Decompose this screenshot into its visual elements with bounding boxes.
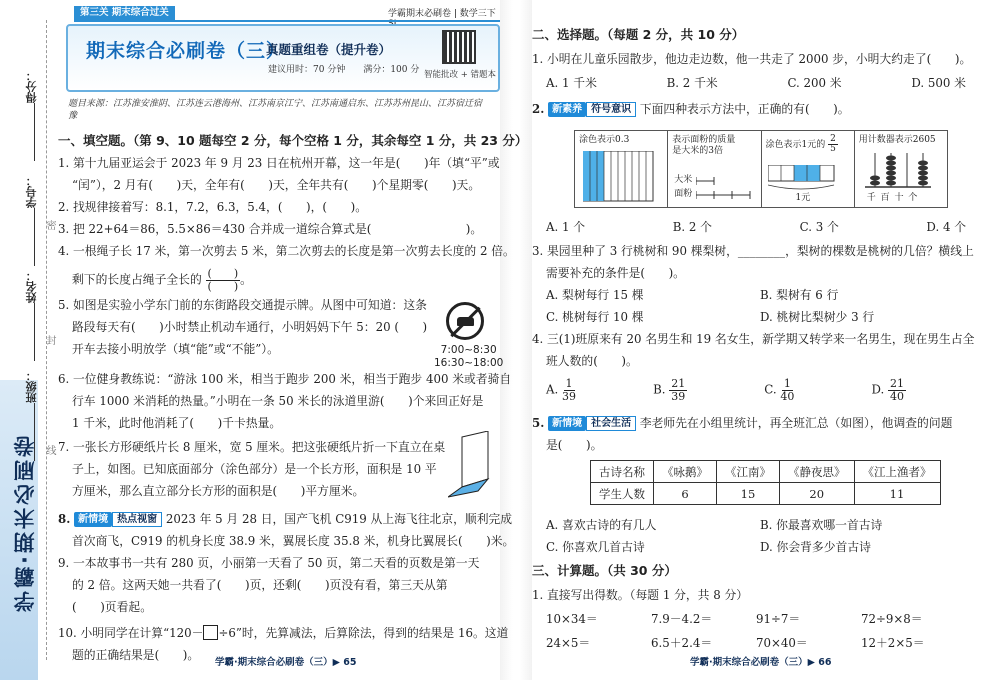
rq1-opt-b[interactable]: B. 2 千米 <box>666 76 718 90</box>
diagram-c <box>762 131 855 207</box>
q10-text-pre: 10. 小明同学在计算“120－ <box>58 626 204 640</box>
rq2-badge-new: 新素养 <box>548 102 586 117</box>
calc-instruction: 1. 直接写出得数。（每题 1 分，共 8 分） <box>532 588 749 602</box>
folded-card-figure <box>448 431 498 501</box>
rq2-opt-c[interactable]: C. 3 个 <box>799 220 839 234</box>
q4-blank-fraction[interactable]: $\frac{( )}{( )}$ <box>207 267 239 293</box>
calc-row-1 <box>546 610 966 628</box>
left-footer: 学霸·期末综合必刷卷（三）▶ 65 <box>215 657 357 668</box>
table-header-row <box>591 461 941 483</box>
rq2-options <box>546 218 966 236</box>
cut-word-feng: 封 <box>44 335 55 345</box>
section-calc-title: 三、计算题。（共 30 分） <box>532 563 677 578</box>
section-choice-title: 二、选择题。（每题 2 分，共 10 分） <box>532 27 745 42</box>
table-cell: 古诗名称 <box>591 461 654 483</box>
rq5-opt-b[interactable]: B. 你最喜欢哪一首古诗 <box>760 518 883 532</box>
cut-word-xian: 线 <box>44 445 55 455</box>
diagram-b-bars <box>696 175 756 207</box>
rq4-opt-b[interactable]: B. $\frac{21}{39}$ <box>653 377 686 403</box>
sign-time-morning: 7:00~8:30 <box>440 344 497 356</box>
q4-line2: 剩下的长度占绳子全长的 $\frac{( )}{( )}$ 。 <box>72 267 252 293</box>
rq3-opt-b[interactable]: B. 梨树有 6 行 <box>760 288 839 302</box>
diagram-c-unit: 1元 <box>795 193 811 203</box>
calc-item[interactable]: 72÷9×8＝ <box>861 612 923 626</box>
right-footer: 学霸·期末综合必刷卷（三）▶ 66 <box>690 657 832 668</box>
q7-line1: 7. 一张长方形硬纸片长 8 厘米，宽 5 厘米。把这张硬纸片折一下直立在桌 <box>58 440 446 454</box>
table-cell: 《江南》 <box>717 461 780 483</box>
rq3-opt-a[interactable]: A. 梨树每行 15 棵 <box>546 288 644 302</box>
rq5-opt-c[interactable]: C. 你喜欢几首古诗 <box>546 540 645 554</box>
q7-line2: 子上，如图。已知底面部分（涂色部分）是一个长方形，面积是 10 平 <box>72 462 437 476</box>
rq2-opt-a[interactable]: A. 1 个 <box>546 220 586 234</box>
q5-line2: 路段每天有( )小时禁止机动车通行，小明妈妈下午 5：20 ( ) <box>72 320 428 334</box>
q9-line2: 的 2 倍。这两天她一共看了( )页，还剩( )页没有看，第三天从第 <box>72 578 448 592</box>
rq5-badge-new: 新情境 <box>548 416 586 431</box>
rq5-badge-topic: 社会生活 <box>586 416 636 431</box>
binding-strip <box>0 0 58 680</box>
rq2-line: 2. 新素养 符号意识 下面四种表示方法中，正确的有( )。 <box>532 102 850 116</box>
rq2-text: 下面四种表示方法中，正确的有( )。 <box>639 102 850 116</box>
rq5-opt-d[interactable]: D. 你会背多少首古诗 <box>760 540 871 554</box>
rq2-opt-b[interactable]: B. 2 个 <box>672 220 712 234</box>
diagram-b-flour: 面粉 <box>674 189 693 199</box>
class-field: 班级： <box>25 370 38 403</box>
q8-badge-new: 新情境 <box>74 512 112 527</box>
table-cell: 20 <box>780 483 855 505</box>
calc-item[interactable]: 6.5＋2.4＝ <box>651 636 713 650</box>
rq1-options <box>546 74 966 92</box>
paper-title: 期末综合必刷卷（三） <box>86 40 287 62</box>
q10-text-post: ÷6”时，先算减法，后算除法，得到的结果是 16。这道 <box>218 626 509 640</box>
right-page <box>532 22 975 672</box>
q7-line3: 方厘米，那么直立部分长方形的面积是( )平方厘米。 <box>72 484 365 498</box>
rq2-opt-d[interactable]: D. 4 个 <box>926 220 966 234</box>
brand-logo: 学霸·期末必刷卷 <box>13 433 37 613</box>
diagram-d-label: 用计数器表示2605 <box>858 135 936 145</box>
diagram-c-text <box>766 135 850 154</box>
table-cell: 《咏鹅》 <box>654 461 717 483</box>
q6-line3: 1 千米，此时他消耗了( )千卡热量。 <box>72 416 282 430</box>
sign-time-afternoon: 16:30~18:00 <box>434 357 504 369</box>
q9-line3: ( )页看起。 <box>72 600 152 614</box>
rq5-line2: 是( )。 <box>546 438 603 452</box>
representation-diagrams <box>574 130 948 208</box>
rq3-opt-c[interactable]: C. 桃树每行 10 棵 <box>546 310 644 324</box>
table-row <box>591 483 941 505</box>
calc-item[interactable]: 91÷7＝ <box>756 612 801 626</box>
diagram-b-rice: 大米 <box>674 175 693 185</box>
diagram-b-label1: 表示面粉的质量 <box>672 135 736 145</box>
rq2-badge-topic: 符号意识 <box>586 102 636 117</box>
header-rule <box>74 20 500 22</box>
header-right: 学霸期末必刷卷 | 数学三下 <box>388 9 496 19</box>
table-cell: 《静夜思》 <box>780 461 855 483</box>
rq4-line1: 4. 三(1)班原来有 20 名男生和 19 名女生，新学期又转学来一名男生，现在男生占全 <box>532 332 975 346</box>
rq5-text: 李老师先在小组里统计，再全班汇总（如图），他调查的问题 <box>639 416 953 430</box>
rq5-opt-a[interactable]: A. 喜欢古诗的有几人 <box>546 518 657 532</box>
score-field: 得分： <box>25 70 38 103</box>
diagram-c-fraction: $\frac{2}{5}$ <box>830 134 836 154</box>
table-cell: 《江上渔者》 <box>854 461 940 483</box>
source-note: 题目来源：江苏淮安淮阴、江苏连云港海州、江苏南京江宁、江苏南通启东、江苏苏州昆山、江苏宿迁宿豫 <box>68 99 483 121</box>
sign-times <box>434 344 503 370</box>
q8-line1: 8. 新情境 热点视窗 2023 年 5 月 28 日，国产飞机 C919 从上海飞往北京，顺利完成 <box>58 512 513 526</box>
q9-line1: 9. 一本故事书一共有 280 页，小丽第一天看了 50 页，第二天看的页数是第一天 <box>58 556 480 570</box>
diagram-a-label: 涂色表示0.3 <box>579 135 630 145</box>
rq4-line2: 班人数的( )。 <box>546 354 638 368</box>
calc-item[interactable]: 10×34＝ <box>546 612 598 626</box>
rq1-opt-a[interactable]: A. 1 千米 <box>546 76 597 90</box>
rq3-line2: 需要补充的条件是( )。 <box>546 266 685 280</box>
paper-subtitle: 真题重组卷（提升卷） <box>266 42 392 57</box>
diagram-b <box>668 131 761 207</box>
diagram-c-label: 涂色表示1元的 <box>765 140 826 150</box>
paper-meta: 建议用时：70 分钟 满分：100 分 <box>268 65 420 75</box>
q8-text1: 2023 年 5 月 28 日，国产飞机 C919 从上海飞往北京，顺利完成 <box>165 512 513 526</box>
section-fill-title: 一、填空题。（第 9、10 题每空 2 分，每个空格 1 分，其余每空 1 分，共 23 分） <box>58 133 528 148</box>
rq3-line1: 3. 果园里种了 3 行桃树和 90 棵梨树，________，梨树的棵数是桃树的几倍？横线上 <box>532 244 974 258</box>
rq5-line1: 5. 新情境 社会生活 李老师先在小组里统计，再全班汇总（如图），他调查的问题 <box>532 416 953 430</box>
title-box <box>66 24 500 92</box>
rq4-opt-a[interactable]: A. $\frac{1}{39}$ <box>546 377 577 403</box>
table-cell: 6 <box>654 483 717 505</box>
q2: 2. 找规律接着写：8.1，7.2，6.3，5.4，( )，( )。 <box>58 200 368 214</box>
q8-line2: 首次商飞，C919 的机身长度 38.9 米，翼展长度 35.8 米，机身比翼展长( )米。 <box>72 534 515 548</box>
cut-word-mi: 密 <box>44 220 55 230</box>
diagram-a <box>575 131 668 207</box>
q5-line1: 5. 如图是实验小学东门前的东街路段交通提示牌。从图中可知道：这条 <box>58 298 427 312</box>
qr-code-icon[interactable] <box>442 30 476 64</box>
q1-line2: “闰”），2 月有( )天，全年有( )天，全年共有( )个星期零( )天。 <box>72 178 481 192</box>
rq4-opt-d[interactable]: D. $\frac{21}{40}$ <box>871 377 904 403</box>
rq3-opt-d[interactable]: D. 桃树比梨树少 3 行 <box>760 310 875 324</box>
q10-line1 <box>58 624 508 642</box>
table-cell: 15 <box>717 483 780 505</box>
calc-item[interactable]: 24×5＝ <box>546 636 591 650</box>
q4-line1: 4. 一根绳子长 17 米，第一次剪去 5 米，第二次剪去的长度是第一次剪去长度的 2 倍。 <box>58 244 515 258</box>
abacus-labels: 千 百 十 个 <box>866 193 918 203</box>
calc-item[interactable]: 7.9－4.2＝ <box>651 612 713 626</box>
q4-line2-text: 剩下的长度占绳子全长的 <box>72 272 202 287</box>
student-id-field: 学号： <box>25 175 38 208</box>
q3: 3. 把 22+64＝86，5.5×86＝430 合并成一道综合算式是( )。 <box>58 222 483 236</box>
q1-line1: 1. 第十九届亚运会于 2023 年 9 月 23 日在杭州开幕，这一年是( )年（填“平”或 <box>58 156 500 170</box>
calc-item[interactable]: 70×40＝ <box>756 636 808 650</box>
diagram-a-grid <box>583 151 663 203</box>
calc-item[interactable]: 12＋2×5＝ <box>861 636 925 650</box>
q6-line2: 行车 1000 米消耗的热量。”小明在一条 50 米长的泳道里游( )个来回正好是 <box>72 394 484 408</box>
table-cell: 学生人数 <box>591 483 654 505</box>
left-page <box>58 7 528 668</box>
rq4-options <box>546 378 906 403</box>
qr-label: 智能批改 + 错题本 <box>424 70 497 80</box>
no-vehicle-sign-icon <box>446 302 484 340</box>
poem-survey-table <box>590 460 941 505</box>
diagram-d <box>855 131 947 207</box>
abacus-icon <box>865 147 935 191</box>
q10-line2: 题的正确结果是( )。 <box>72 648 200 662</box>
diagram-b-label2: 是大米的3倍 <box>672 146 723 156</box>
q5-line3: 开车去接小明放学（填“能”或“不能”）。 <box>72 342 279 356</box>
rq1-opt-d[interactable]: D. 500 米 <box>911 76 966 90</box>
chapter-tag: 第三关 期末综合过关 <box>74 6 175 20</box>
rq4-opt-c[interactable]: C. $\frac{1}{40}$ <box>764 377 795 403</box>
rq1-opt-c[interactable]: C. 200 米 <box>787 76 842 90</box>
diagram-c-bar <box>768 165 848 195</box>
calc-row-2 <box>546 634 966 652</box>
rq1: 1. 小明在儿童乐园散步，他边走边数，他一共走了 2000 步，小明大约走了( )。 <box>532 52 972 66</box>
book-spine <box>500 0 532 680</box>
name-field: 姓名： <box>25 270 38 303</box>
q8-badge-topic: 热点视窗 <box>112 512 162 527</box>
q10-box[interactable] <box>203 625 218 640</box>
table-cell: 11 <box>854 483 940 505</box>
q6-line1: 6. 一位健身教练说：“游泳 100 米，相当于跑步 200 米，相当于跑步 400 米或者骑自 <box>58 372 512 386</box>
